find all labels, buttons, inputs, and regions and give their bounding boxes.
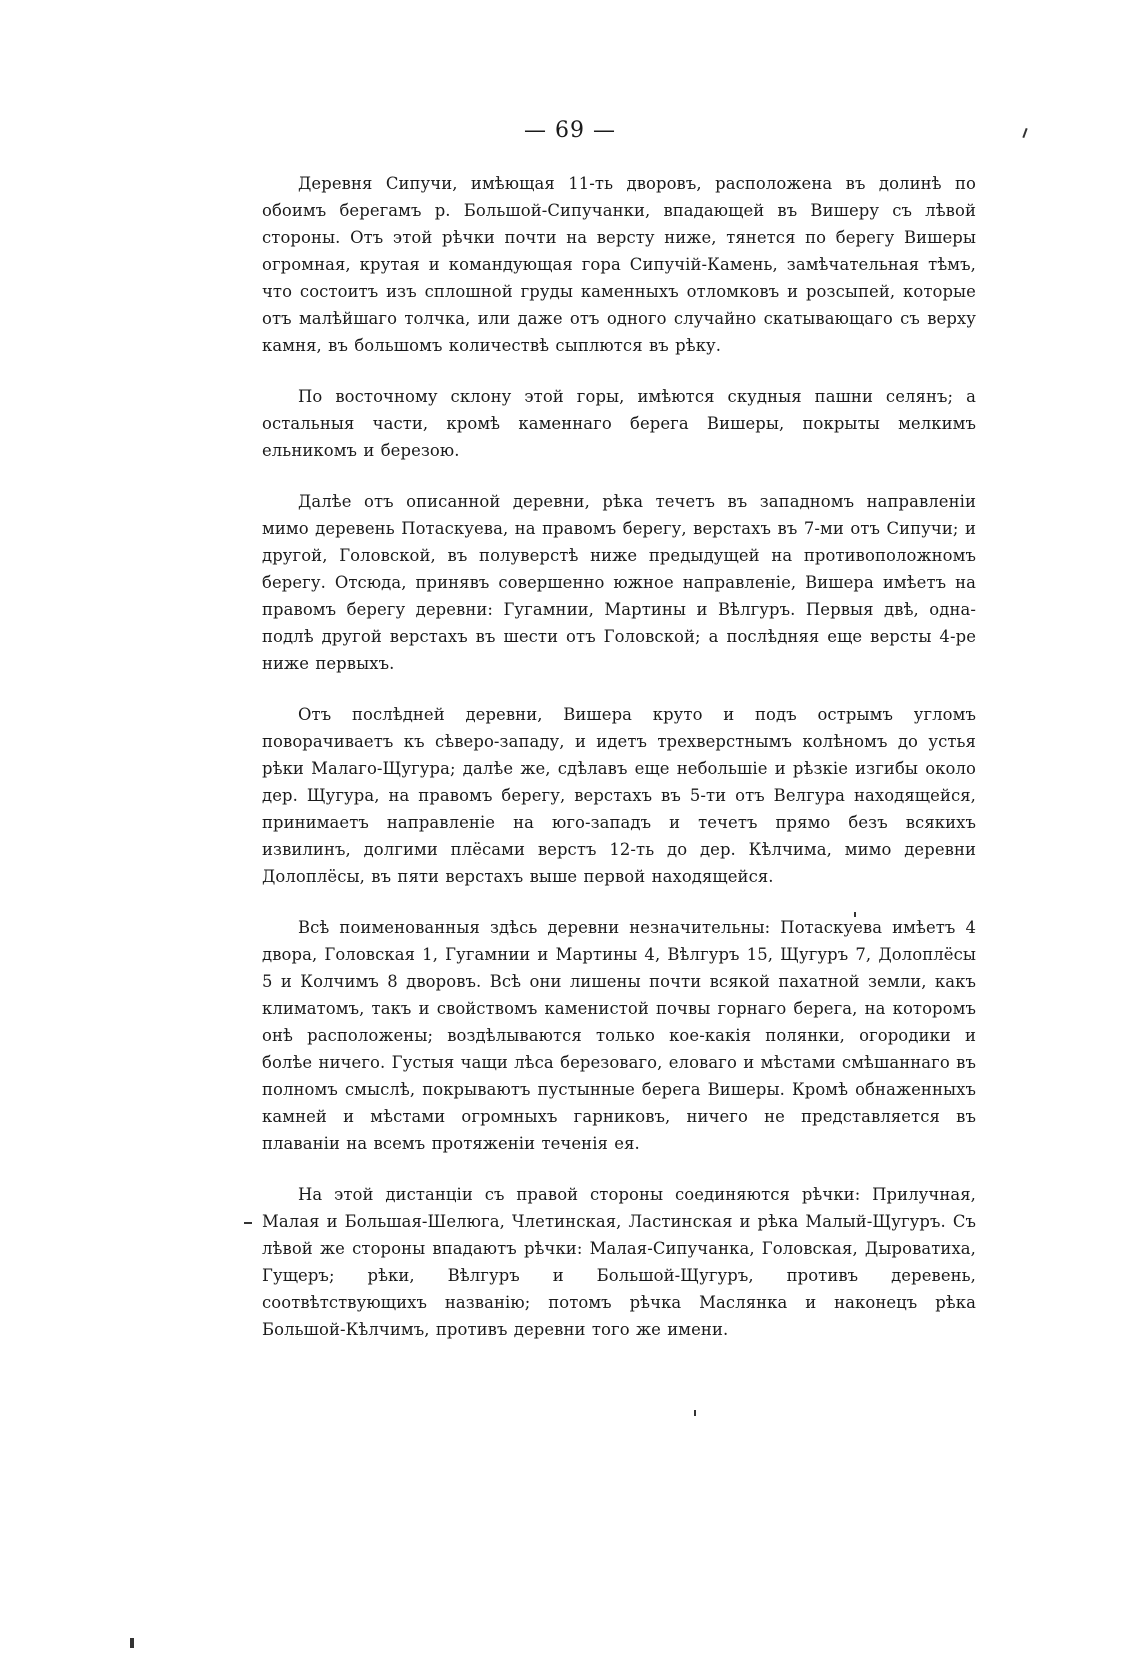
page-number: — 69 — <box>524 118 616 143</box>
scan-speck <box>130 1638 134 1648</box>
paragraph-3: Далѣе отъ описанной деревни, рѣка течетъ въ западномъ направленіи мимо деревень Потаскуева, на правомъ берегу, верстахъ въ 7-ми отъ Сипучи; и другой, Головской, въ полуверстѣ ниже предыдущей на противоположномъ берегу. Отсюда, принявъ совершенно южное направленіе, Вишера имѣетъ на правомъ берегу деревни: Гугамнии, Мартины и Вѣлгуръ. Первыя двѣ, одна-подлѣ другой верстахъ въ шести отъ Головской; а послѣдняя еще версты 4-ре ниже первыхъ. <box>262 492 976 673</box>
scan-speck <box>244 1222 252 1224</box>
paragraph-5: Всѣ поименованныя здѣсь деревни незначительны: Потаскуева имѣетъ 4 двора, Головская 1, Гугамнии и Мартины 4, Вѣлгуръ 15, Щугуръ 7, Долоплёсы 5 и Колчимъ 8 дворовъ. Всѣ они лишены почти всякой пахатной земли, какъ климатомъ, такъ и свойствомъ каменистой почвы горнаго берега, на которомъ онѣ расположены; воздѣлываются только кое-какія полянки, огородики и болѣе ничего. Густыя чащи лѣса березоваго, еловаго и мѣстами смѣшаннаго въ полномъ смыслѣ, покрываютъ пустынные берега Вишеры. Кромѣ обнаженныхъ камней и мѣстами огромныхъ гарниковъ, ничего не представляется въ плаваніи на всемъ протяженіи теченія ея. <box>262 918 976 1153</box>
paragraph-1: Деревня Сипучи, имѣющая 11-ть дворовъ, расположена въ долинѣ по обоимъ берегамъ р. Большой-Сипучанки, впадающей въ Вишеру съ лѣвой стороны. Отъ этой рѣчки почти на версту ниже, тянется по берегу Вишеры огромная, крутая и командующая гора Сипучій-Камень, замѣчательная тѣмъ, что состоитъ изъ сплошной груды каменныхъ отломковъ и розсыпей, которые отъ малѣйшаго толчка, или даже отъ одного случайно скатывающаго съ верху камня, въ большомъ количествѣ сыплются въ рѣку. <box>262 174 976 355</box>
body-text <box>262 170 976 1367</box>
paragraph-4: Отъ послѣдней деревни, Вишера круто и подъ острымъ угломъ поворачиваетъ къ сѣверо-западу, и идетъ трехверстнымъ колѣномъ до устья рѣки Малаго-Щугура; далѣе же, сдѣлавъ еще небольшіе и рѣзкіе изгибы около дер. Щугура, на правомъ берегу, верстахъ въ 5-ти отъ Велгура находящейся, принимаетъ направленіе на юго-западъ и течетъ прямо безъ всякихъ извилинъ, долгими плёсами верстъ 12-ть до дер. Кѣлчима, мимо деревни Долоплёсы, въ пяти верстахъ выше первой находящейся. <box>262 705 976 886</box>
scan-speck <box>694 1410 696 1416</box>
scan-speck <box>854 912 856 917</box>
paragraph-6: На этой дистанціи съ правой стороны соединяются рѣчки: Прилучная, Малая и Большая-Шелюга, Члетинская, Ластинская и рѣка Малый-Щугуръ. Съ лѣвой же стороны впадаютъ рѣчки: Малая-Сипучанка, Головская, Дыроватиха, Гущеръ; рѣки, Вѣлгуръ и Большой-Щугуръ, противъ деревень, соотвѣтствующихъ названію; потомъ рѣчка Маслянка и наконецъ рѣка Большой-Кѣлчимъ, противъ деревни того же имени. <box>262 1185 976 1339</box>
paragraph-2: По восточному склону этой горы, имѣются скудныя пашни селянъ; а остальныя части, кромѣ каменнаго берега Вишеры, покрыты мелкимъ ельникомъ и березою. <box>262 387 976 460</box>
